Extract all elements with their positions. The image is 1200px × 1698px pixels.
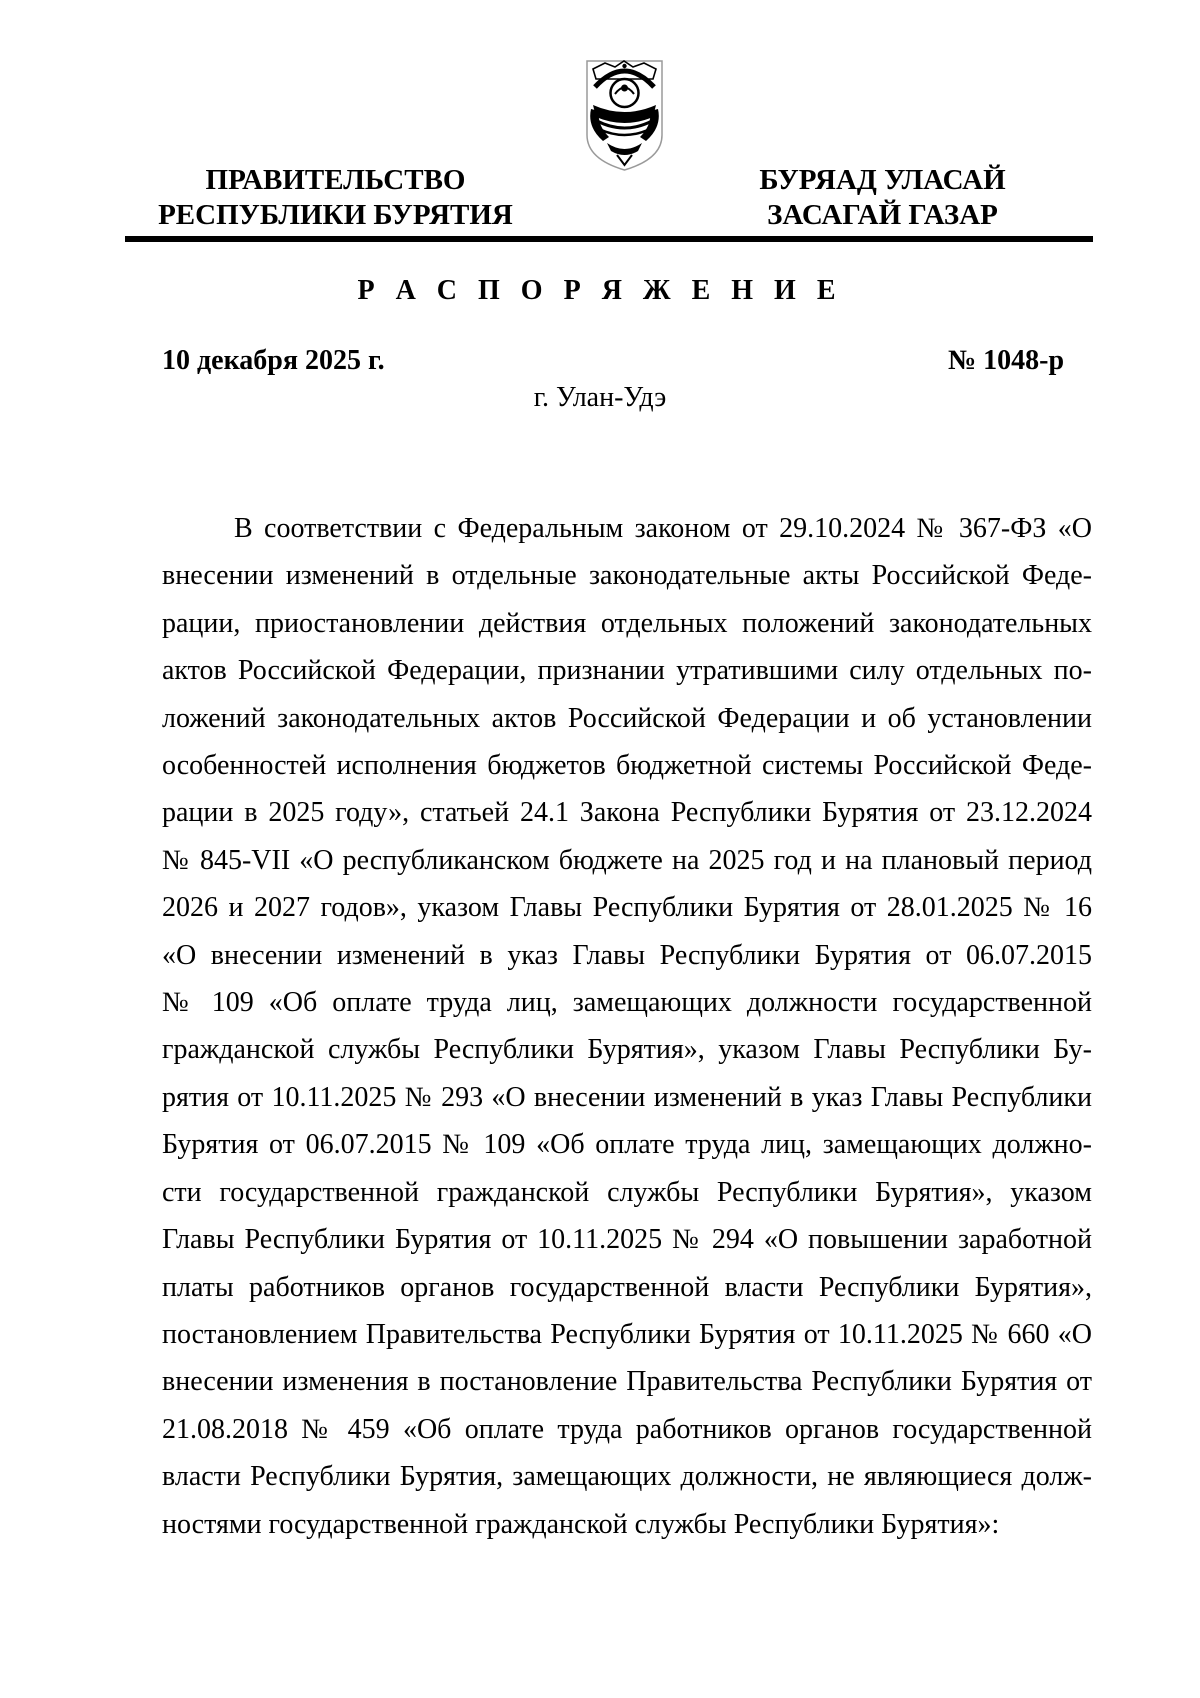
body-line: «О внесении изменений в указ Главы Республики Бурятия от 06.07.2015	[162, 939, 1092, 971]
header-divider	[125, 236, 1093, 242]
body-line: 2026 и 2027 годов», указом Главы Республики Бурятия от 28.01.2025 № 16	[162, 892, 1092, 924]
body-line: ложений законодательных актов Российской Федерации и об установлении	[162, 702, 1092, 734]
government-name-buryat	[745, 163, 1020, 233]
body-line: платы работников органов государственной власти Республики Бурятия»,	[162, 1271, 1092, 1303]
document-city: г. Улан-Удэ	[533, 382, 667, 413]
body-line: рятия от 10.11.2025 № 293 «О внесении изменений в указ Главы Республики	[162, 1081, 1092, 1113]
government-name-russian	[153, 163, 518, 233]
body-line: постановлением Правительства Республики Бурятия от 10.11.2025 № 660 «О	[162, 1318, 1092, 1350]
body-line: ностями государственной гражданской службы Республики Бурятия»:	[162, 1508, 1000, 1540]
document-type-title: Р А С П О Р Я Ж Е Н И Е	[357, 275, 843, 306]
body-line: гражданской службы Республики Бурятия», указом Главы Республики Бу-	[162, 1034, 1092, 1066]
government-name-russian-line-2: РЕСПУБЛИКИ БУРЯТИЯ	[158, 199, 513, 231]
body-line: № 109 «Об оплате труда лиц, замещающих должности государственной	[162, 987, 1092, 1019]
document-number: № 1048-р	[948, 345, 1065, 376]
body-line: Бурятия от 06.07.2015 № 109 «Об оплате труда лиц, замещающих должно-	[162, 1129, 1092, 1161]
body-paragraph	[162, 505, 1092, 1548]
body-line: актов Российской Федерации, признании утратившими силу отдельных по-	[162, 655, 1092, 687]
body-line: № 845-VII «О республиканском бюджете на 2025 год и на плановый период	[162, 844, 1092, 876]
body-line: внесении изменений в отдельные законодательные акты Российской Феде-	[162, 560, 1092, 592]
coat-of-arms-icon	[583, 57, 666, 173]
body-line: рации в 2025 году», статьей 24.1 Закона Республики Бурятия от 23.12.2024	[162, 797, 1092, 829]
body-line: рации, приостановлении действия отдельных положений законодательных	[162, 607, 1092, 639]
body-line: В соответствии с Федеральным законом от 29.10.2024 № 367-ФЗ «О	[234, 513, 1092, 544]
document-date: 10 декабря 2025 г.	[162, 345, 385, 376]
body-line: особенностей исполнения бюджетов бюджетной системы Российской Феде-	[162, 750, 1092, 782]
body-line: 21.08.2018 № 459 «Об оплате труда работников органов государственной	[162, 1413, 1092, 1445]
body-line: сти государственной гражданской службы Республики Бурятия», указом	[162, 1176, 1092, 1208]
government-name-russian-line-1: ПРАВИТЕЛЬСТВО	[205, 164, 466, 196]
government-name-buryat-line-2: ЗАСАГАЙ ГАЗАР	[767, 199, 998, 231]
government-name-buryat-line-1: БУРЯАД УЛАСАЙ	[759, 164, 1006, 196]
body-line: власти Республики Бурятия, замещающих должности, не являющиеся долж-	[162, 1461, 1092, 1493]
body-line: Главы Республики Бурятия от 10.11.2025 № 294 «О повышении заработной	[162, 1224, 1092, 1256]
body-line: внесении изменения в постановление Правительства Республики Бурятия от	[162, 1366, 1092, 1398]
